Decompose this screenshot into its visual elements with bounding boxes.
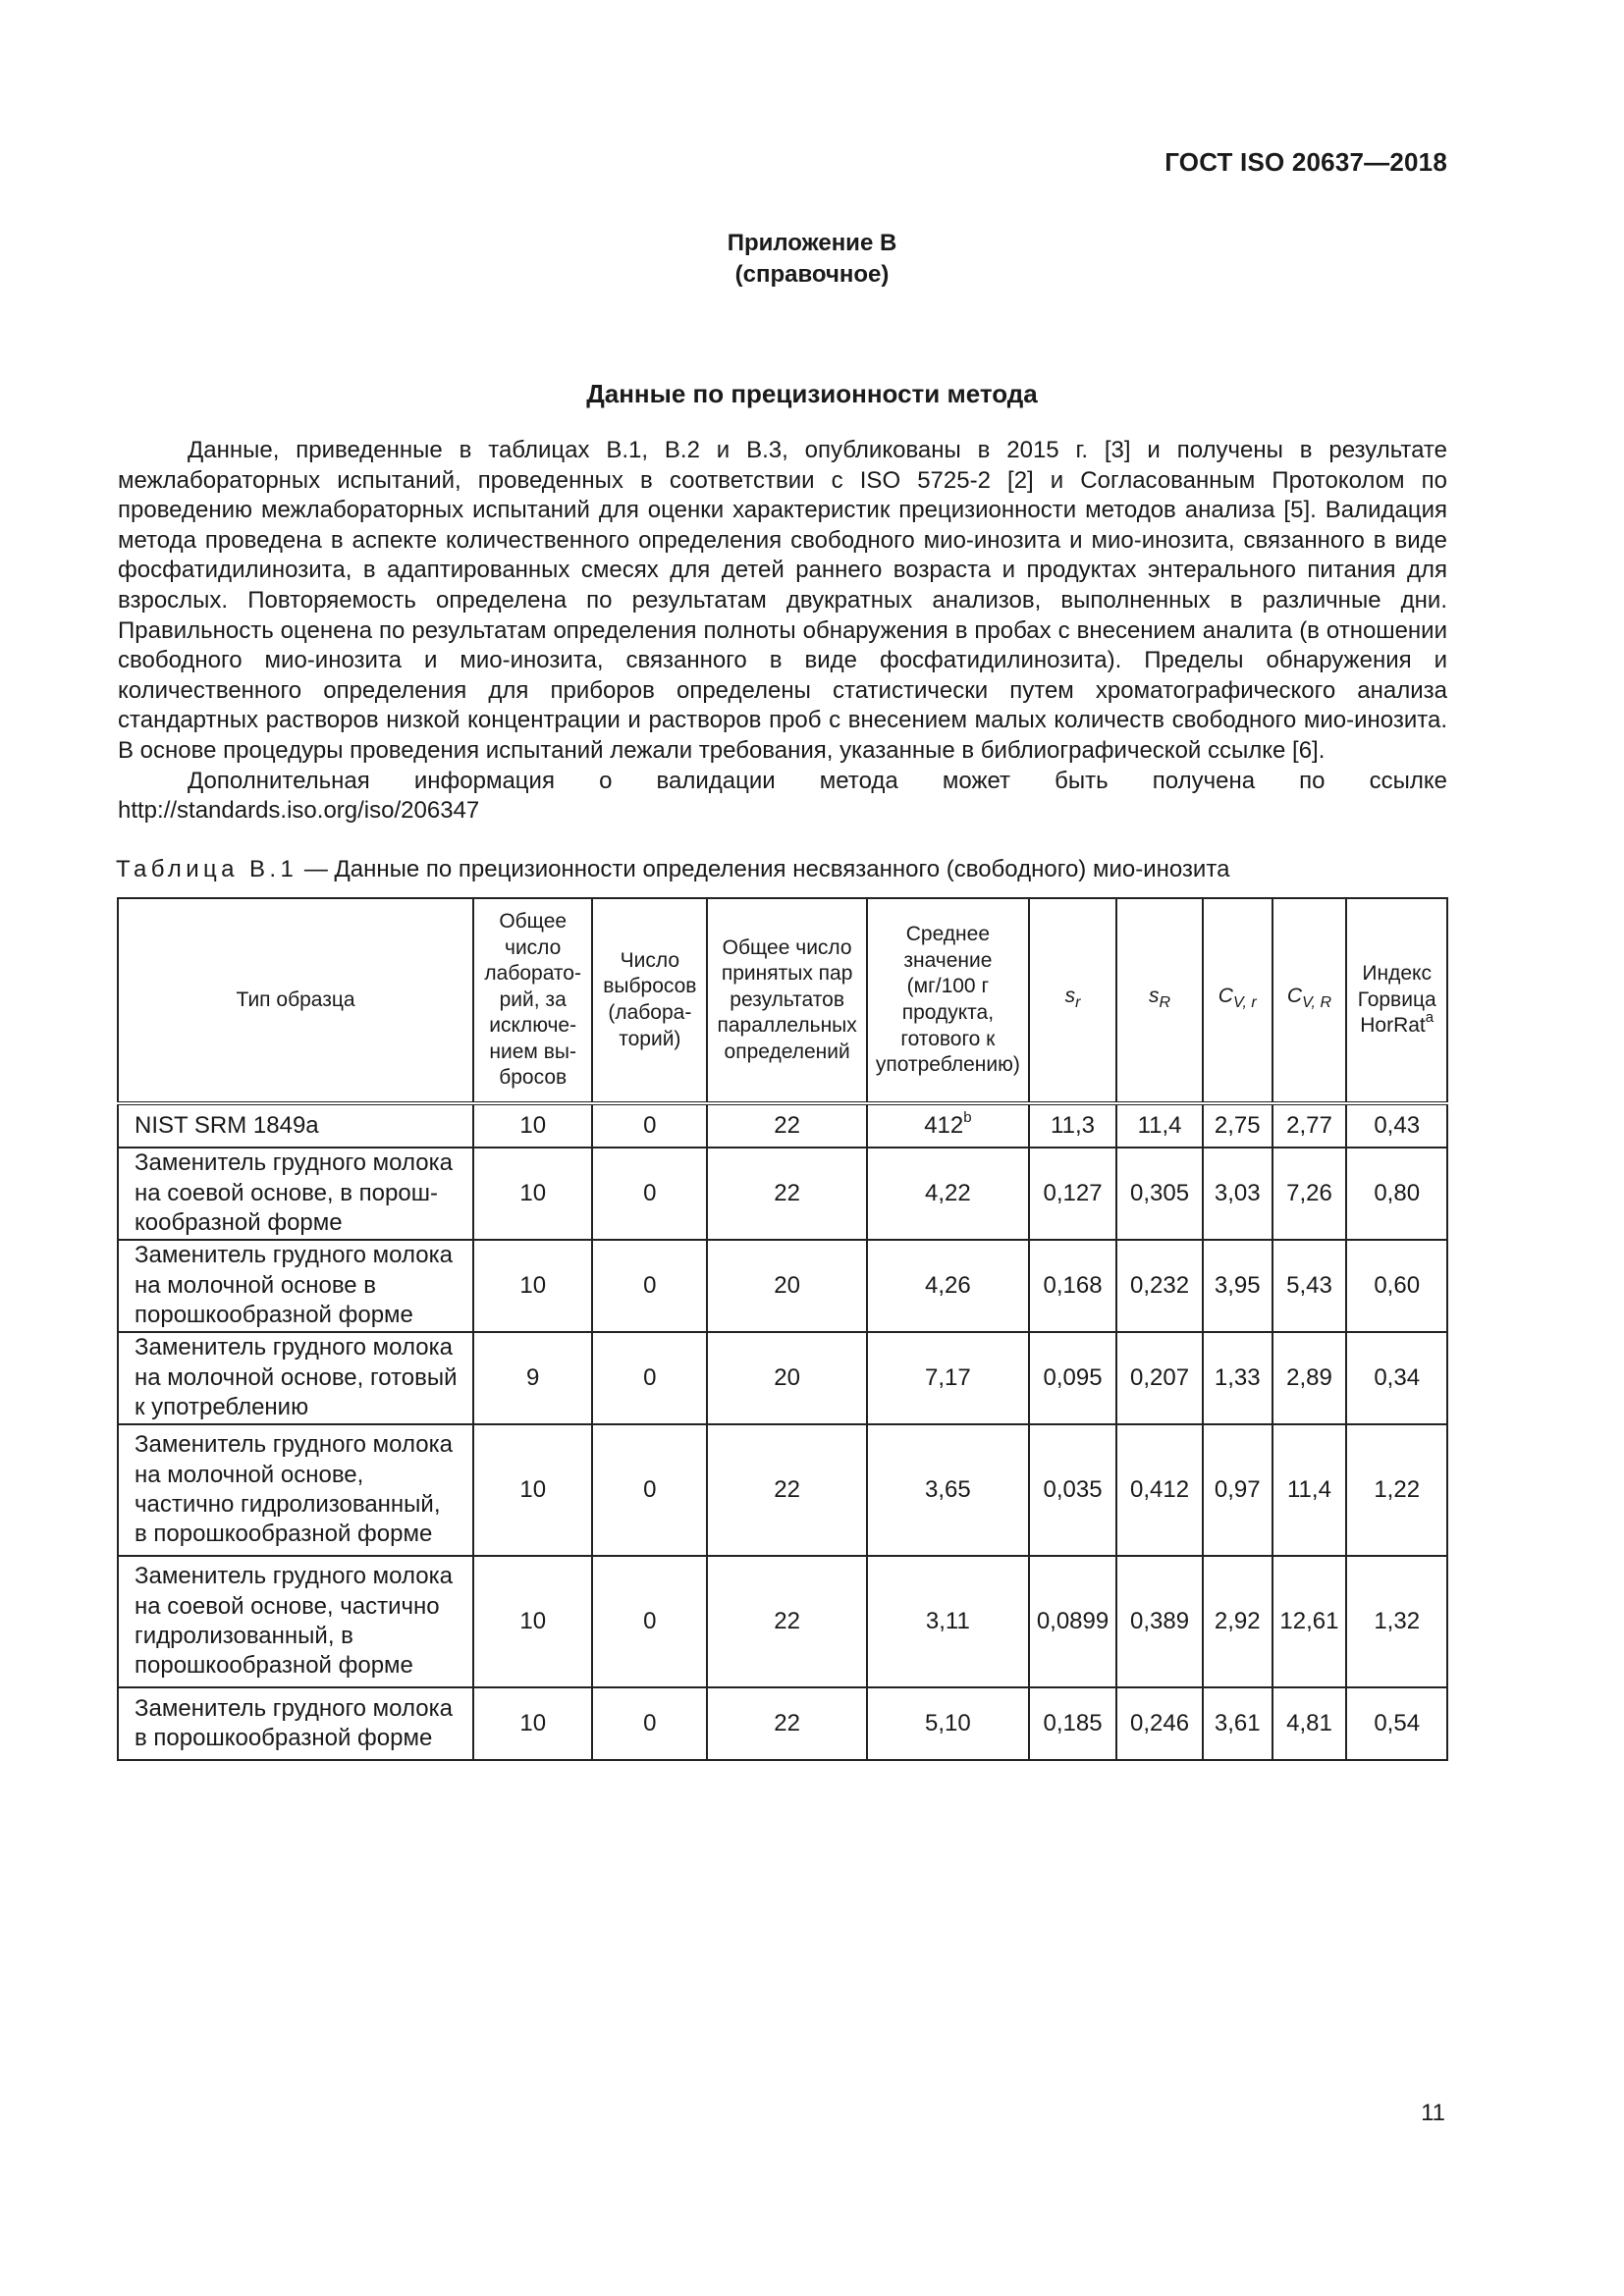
cell-sample-type: Заменитель грудного молока на молочной основе, готовый к употреблению [118, 1332, 473, 1424]
table-header-row [118, 898, 1447, 1103]
cell-pairs: 20 [707, 1240, 866, 1332]
header-labs-total: Общее число лабораторий, за исключением выбросов [473, 898, 592, 1103]
cell-sr: 11,3 [1029, 1103, 1116, 1148]
table-row [118, 1332, 1447, 1424]
cell-labs: 10 [473, 1240, 592, 1332]
cell-mean: 3,65 [867, 1424, 1029, 1556]
cell-pairs: 22 [707, 1148, 866, 1240]
cell-labs: 10 [473, 1687, 592, 1760]
cell-labs: 10 [473, 1148, 592, 1240]
cell-sr: 0,0899 [1029, 1556, 1116, 1687]
header-pairs: Общее число принятых пар результатов параллельных определений [707, 898, 866, 1103]
cell-sr: 0,035 [1029, 1424, 1116, 1556]
cell-pairs: 22 [707, 1687, 866, 1760]
cell-cvR: 11,4 [1272, 1424, 1347, 1556]
cell-horrat: 0,43 [1346, 1103, 1447, 1148]
table-row [118, 1103, 1447, 1148]
page-number: 11 [1421, 2100, 1445, 2126]
cell-outliers: 0 [592, 1687, 707, 1760]
cell-outliers: 0 [592, 1148, 707, 1240]
cell-cvR: 7,26 [1272, 1148, 1347, 1240]
cell-mean: 412$^b$ [867, 1103, 1029, 1148]
table-row [118, 1240, 1447, 1332]
cell-pairs: 22 [707, 1103, 866, 1148]
cell-sample-type: NIST SRM 1849a [118, 1103, 473, 1148]
cell-cvR: 2,89 [1272, 1332, 1347, 1424]
cell-outliers: 0 [592, 1424, 707, 1556]
header-mean: Среднее значение (мг/100 г продукта, готового к употреблению) [867, 898, 1029, 1103]
cell-sR: 0,389 [1116, 1556, 1203, 1687]
cell-cvR: 12,61 [1272, 1556, 1347, 1687]
cell-mean: 4,26 [867, 1240, 1029, 1332]
body-text [118, 436, 1447, 827]
cell-cvR: 4,81 [1272, 1687, 1347, 1760]
cell-horrat: 0,60 [1346, 1240, 1447, 1332]
cell-horrat: 1,32 [1346, 1556, 1447, 1687]
section-title: Данные по прецизионности метода [586, 379, 1038, 408]
table-caption-text: — Данные по прецизионности определения несвязанного (свободного) мио-инозита [298, 856, 1230, 882]
cell-mean: 3,11 [867, 1556, 1029, 1687]
header-outliers: Число выбросов (лабораторий) [592, 898, 707, 1103]
cell-cvr: 2,92 [1203, 1556, 1272, 1687]
cell-cvr: 0,97 [1203, 1424, 1272, 1556]
cell-labs: 10 [473, 1424, 592, 1556]
table-row [118, 1687, 1447, 1760]
cell-cvR: 2,77 [1272, 1103, 1347, 1148]
cell-sR: 0,246 [1116, 1687, 1203, 1760]
table-caption-label: Таблица В.1 [116, 856, 298, 882]
table-row [118, 1556, 1447, 1687]
appendix-type: (справочное) [734, 261, 890, 288]
cell-sr: 0,127 [1029, 1148, 1116, 1240]
cell-pairs: 22 [707, 1424, 866, 1556]
cell-outliers: 0 [592, 1556, 707, 1687]
header-sr: $s_r$ [1029, 898, 1116, 1103]
paragraph: Дополнительная информация о валидации метода может быть получена по ссылке http://standards.iso.org/iso/206347 [118, 767, 1447, 825]
cell-horrat: 0,54 [1346, 1687, 1447, 1760]
cell-outliers: 0 [592, 1103, 707, 1148]
header-cvr: $C_{V, r}$ [1203, 898, 1272, 1103]
table-row [118, 1424, 1447, 1556]
document-code: ГОСТ ISO 20637—2018 [1164, 147, 1447, 177]
cell-horrat: 0,80 [1346, 1148, 1447, 1240]
appendix-title: Приложение В [727, 230, 897, 256]
cell-sample-type: Заменитель грудного молока на соевой основе, частично гидролизованный, в порошкообразной форме [118, 1556, 473, 1687]
cell-sample-type: Заменитель грудного молока на соевой основе, в порошкообразной форме [118, 1148, 473, 1240]
table-caption [116, 856, 1229, 883]
cell-sample-type: Заменитель грудного молока на молочной основе в порошкообразной форме [118, 1240, 473, 1332]
cell-cvr: 3,03 [1203, 1148, 1272, 1240]
cell-sR: 11,4 [1116, 1103, 1203, 1148]
cell-sR: 0,207 [1116, 1332, 1203, 1424]
precision-table [117, 897, 1448, 1761]
cell-labs: 10 [473, 1556, 592, 1687]
cell-sr: 0,168 [1029, 1240, 1116, 1332]
cell-pairs: 22 [707, 1556, 866, 1687]
cell-cvr: 1,33 [1203, 1332, 1272, 1424]
cell-sr: 0,185 [1029, 1687, 1116, 1760]
table-row [118, 1148, 1447, 1240]
cell-cvR: 5,43 [1272, 1240, 1347, 1332]
cell-horrat: 1,22 [1346, 1424, 1447, 1556]
table-body [118, 1103, 1447, 1760]
cell-labs: 10 [473, 1103, 592, 1148]
cell-pairs: 20 [707, 1332, 866, 1424]
cell-cvr: 3,61 [1203, 1687, 1272, 1760]
header-horrat: Индекс Горвица HorRat$^a$ [1346, 898, 1447, 1103]
cell-sample-type: Заменитель грудного молока на молочной основе, частично гидролизованный, в порошкообразной форме [118, 1424, 473, 1556]
header-cvR: $C_{V, R}$ [1272, 898, 1347, 1103]
cell-sr: 0,095 [1029, 1332, 1116, 1424]
cell-mean: 7,17 [867, 1332, 1029, 1424]
cell-outliers: 0 [592, 1240, 707, 1332]
cell-mean: 5,10 [867, 1687, 1029, 1760]
cell-sample-type: Заменитель грудного молока в порошкообразной форме [118, 1687, 473, 1760]
cell-sR: 0,412 [1116, 1424, 1203, 1556]
cell-outliers: 0 [592, 1332, 707, 1424]
header-sR: $s_R$ [1116, 898, 1203, 1103]
header-sample-type: Тип образца [118, 898, 473, 1103]
cell-sR: 0,232 [1116, 1240, 1203, 1332]
cell-sR: 0,305 [1116, 1148, 1203, 1240]
cell-mean: 4,22 [867, 1148, 1029, 1240]
cell-cvr: 2,75 [1203, 1103, 1272, 1148]
footnote-mark: b [963, 1109, 972, 1126]
paragraph: Данные, приведенные в таблицах В.1, В.2 и В.3, опубликованы в 2015 г. [3] и получены в результате межлабораторных испытаний, проведенных в соответствии с ISO 5725-2 [2] и Согласованным Протоколом по проведению межлабораторных испытаний для оценки характеристик прецизионности методов анализа [5]. Валидация метода проведена в аспекте количественного определения свободного мио-инозита и мио-инозита, связанного в виде фосфатидилинозита, в адаптированных смесях для детей раннего возраста и продуктах энтерального питания для взрослых. Повторяемость определена по результатам двукратных анализов, выполненных в различные дни. Правильность оценена по результатам определения полноты обнаружения в пробах с внесением аналита (в отношении свободного мио-инозита и мио-инозита, связанного в виде фосфатидилинозита). Пределы обнаружения и количественного определения для приборов определены статистически путем хроматографического анализа стандартных растворов низкой концентрации и растворов проб с внесением малых количеств свободного мио-инозита. В основе процедуры проведения испытаний лежали требования, указанные в библиографической ссылке [6]. [118, 437, 1447, 764]
cell-horrat: 0,34 [1346, 1332, 1447, 1424]
cell-labs: 9 [473, 1332, 592, 1424]
cell-cvr: 3,95 [1203, 1240, 1272, 1332]
